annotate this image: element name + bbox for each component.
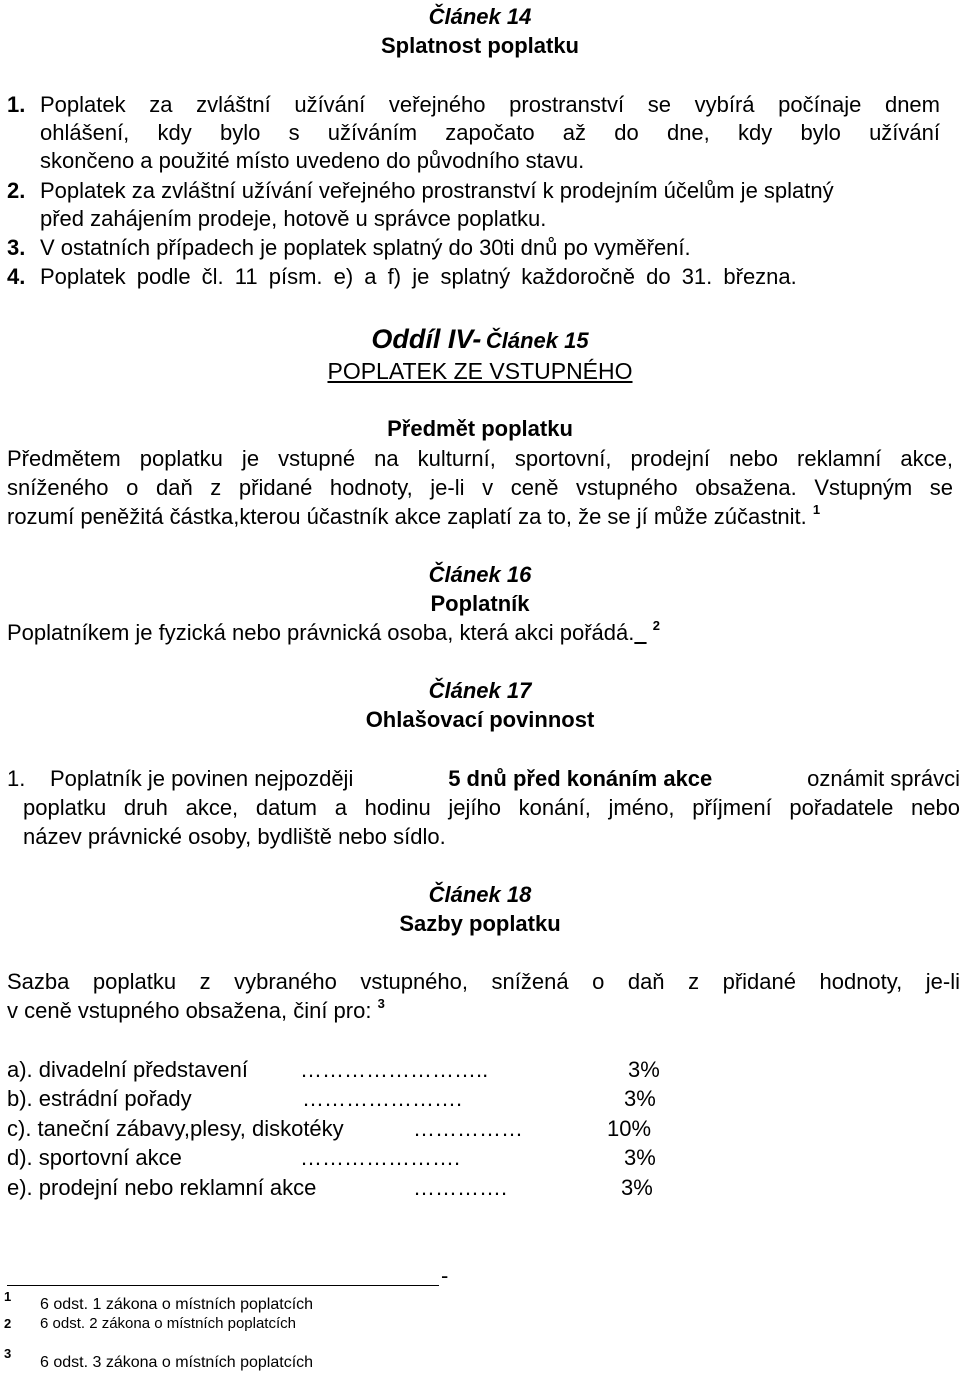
list-item-line: Poplatek za zvláštní užívání veřejného prostranství se vybírá počínaje dnem (40, 92, 940, 117)
section-article: Článek 15 (485, 328, 589, 353)
rate-value: 3% (624, 1086, 656, 1111)
footnote-number: 3 (4, 1346, 12, 1361)
footnote-separator (7, 1285, 439, 1286)
paragraph-line: Poplatník je povinen nejpozději 5 dnů před konáním akce oznámit správci (50, 766, 960, 791)
rate-value: 10% (607, 1116, 652, 1141)
item-number: 2. (7, 178, 26, 203)
rate-value: 3% (624, 1145, 656, 1170)
rate-dots: …………… (413, 1116, 523, 1141)
footnote-ref: 3 (377, 996, 385, 1011)
art18-heading: Článek 18 (428, 882, 532, 907)
footnote-text: 6 odst. 3 zákona o místních poplatcích (40, 1354, 314, 1371)
art17-subheading: Ohlašovací povinnost (365, 707, 595, 732)
list-item-line: před zahájením prodeje, hotově u správce poplatku. (40, 206, 547, 231)
paragraph-line: Poplatníkem je fyzická nebo právnická osoba, která akci pořádá. $^2$ (7, 618, 660, 645)
paragraph-line: rozumí peněžitá částka,kterou účastník akce zaplatí za to, že se jí může zúčastnit. $^1$ (7, 502, 821, 529)
section-part: Oddíl IV- (371, 324, 482, 354)
art18-subheading: Sazby poplatku (399, 911, 561, 936)
paragraph-line: Sazba poplatku z vybraného vstupného, snížená o daň z přidané hodnoty, je-li (7, 969, 960, 994)
item-number: 1. (7, 92, 26, 117)
art14-heading: Článek 14 (428, 4, 532, 29)
rate-value: 3% (628, 1057, 660, 1082)
footnote-text: 6 odst. 1 zákona o místních poplatcích (40, 1296, 314, 1313)
paragraph-line: Předmětem poplatku je vstupné na kulturní, sportovní, prodejní nebo reklamní akce, (7, 446, 953, 471)
footnote-dash: - (441, 1263, 449, 1288)
art14-subheading: Splatnost poplatku (381, 33, 579, 58)
paragraph-line: sníženého o daň z přidané hodnoty, je-li v ceně vstupného obsažena. Vstupným se (7, 475, 953, 500)
paragraph-line: název právnické osoby, bydliště nebo sídlo. (23, 824, 446, 849)
rate-dots: …………………….. (300, 1057, 489, 1082)
footnote-number: 1 (4, 1289, 12, 1304)
paragraph-line: poplatku druh akce, datum a hodinu jejího konání, jméno, příjmení pořadatele nebo (23, 795, 960, 820)
footnote-ref: 1 (812, 502, 821, 517)
rate-label: d). sportovní akce (7, 1145, 182, 1170)
footnote-number: 2 (4, 1316, 12, 1331)
list-item-line: Poplatek za zvláštní užívání veřejného prostranství k prodejním účelům je splatný (40, 178, 834, 203)
rate-label: c). taneční zábavy,plesy, diskotéky (7, 1116, 344, 1141)
rate-label: e). prodejní nebo reklamní akce (7, 1175, 317, 1200)
item-number: 3. (7, 235, 26, 260)
rate-dots: …………. (413, 1175, 508, 1200)
item-number: 1. (7, 766, 26, 791)
footnote-ref: 2 (652, 618, 660, 633)
art17-heading: Článek 17 (428, 678, 532, 703)
rate-label: a). divadelní představení (7, 1057, 248, 1082)
list-item-line: skončeno a použité místo uvedeno do původního stavu. (40, 148, 585, 173)
footnote-text: 6 odst. 2 zákona o místních poplatcích (40, 1315, 296, 1332)
list-item-line: Poplatek podle čl. 11 písm. e) a f) je splatný každoročně do 31. března. (40, 264, 797, 289)
list-item-line: V ostatních případech je poplatek splatný do 30ti dnů po vyměření. (40, 235, 691, 260)
item-number: 4. (7, 264, 26, 289)
section-title: POPLATEK ZE VSTUPNÉHO (327, 358, 633, 384)
art16-heading: Článek 16 (428, 562, 532, 587)
list-item-line: ohlášení, kdy bylo s užíváním započato až do dne, kdy bylo užívání (40, 120, 940, 145)
art16-subheading: Poplatník (430, 591, 530, 616)
art15-subheading: Předmět poplatku (387, 416, 573, 441)
rate-dots: …………………. (300, 1145, 461, 1170)
rate-dots: …………………. (302, 1086, 463, 1111)
paragraph-line: v ceně vstupného obsažena, činí pro: $^3$ (7, 996, 385, 1023)
rate-value: 3% (621, 1175, 653, 1200)
section-heading (0, 326, 960, 353)
rate-label: b). estrádní pořady (7, 1086, 192, 1111)
